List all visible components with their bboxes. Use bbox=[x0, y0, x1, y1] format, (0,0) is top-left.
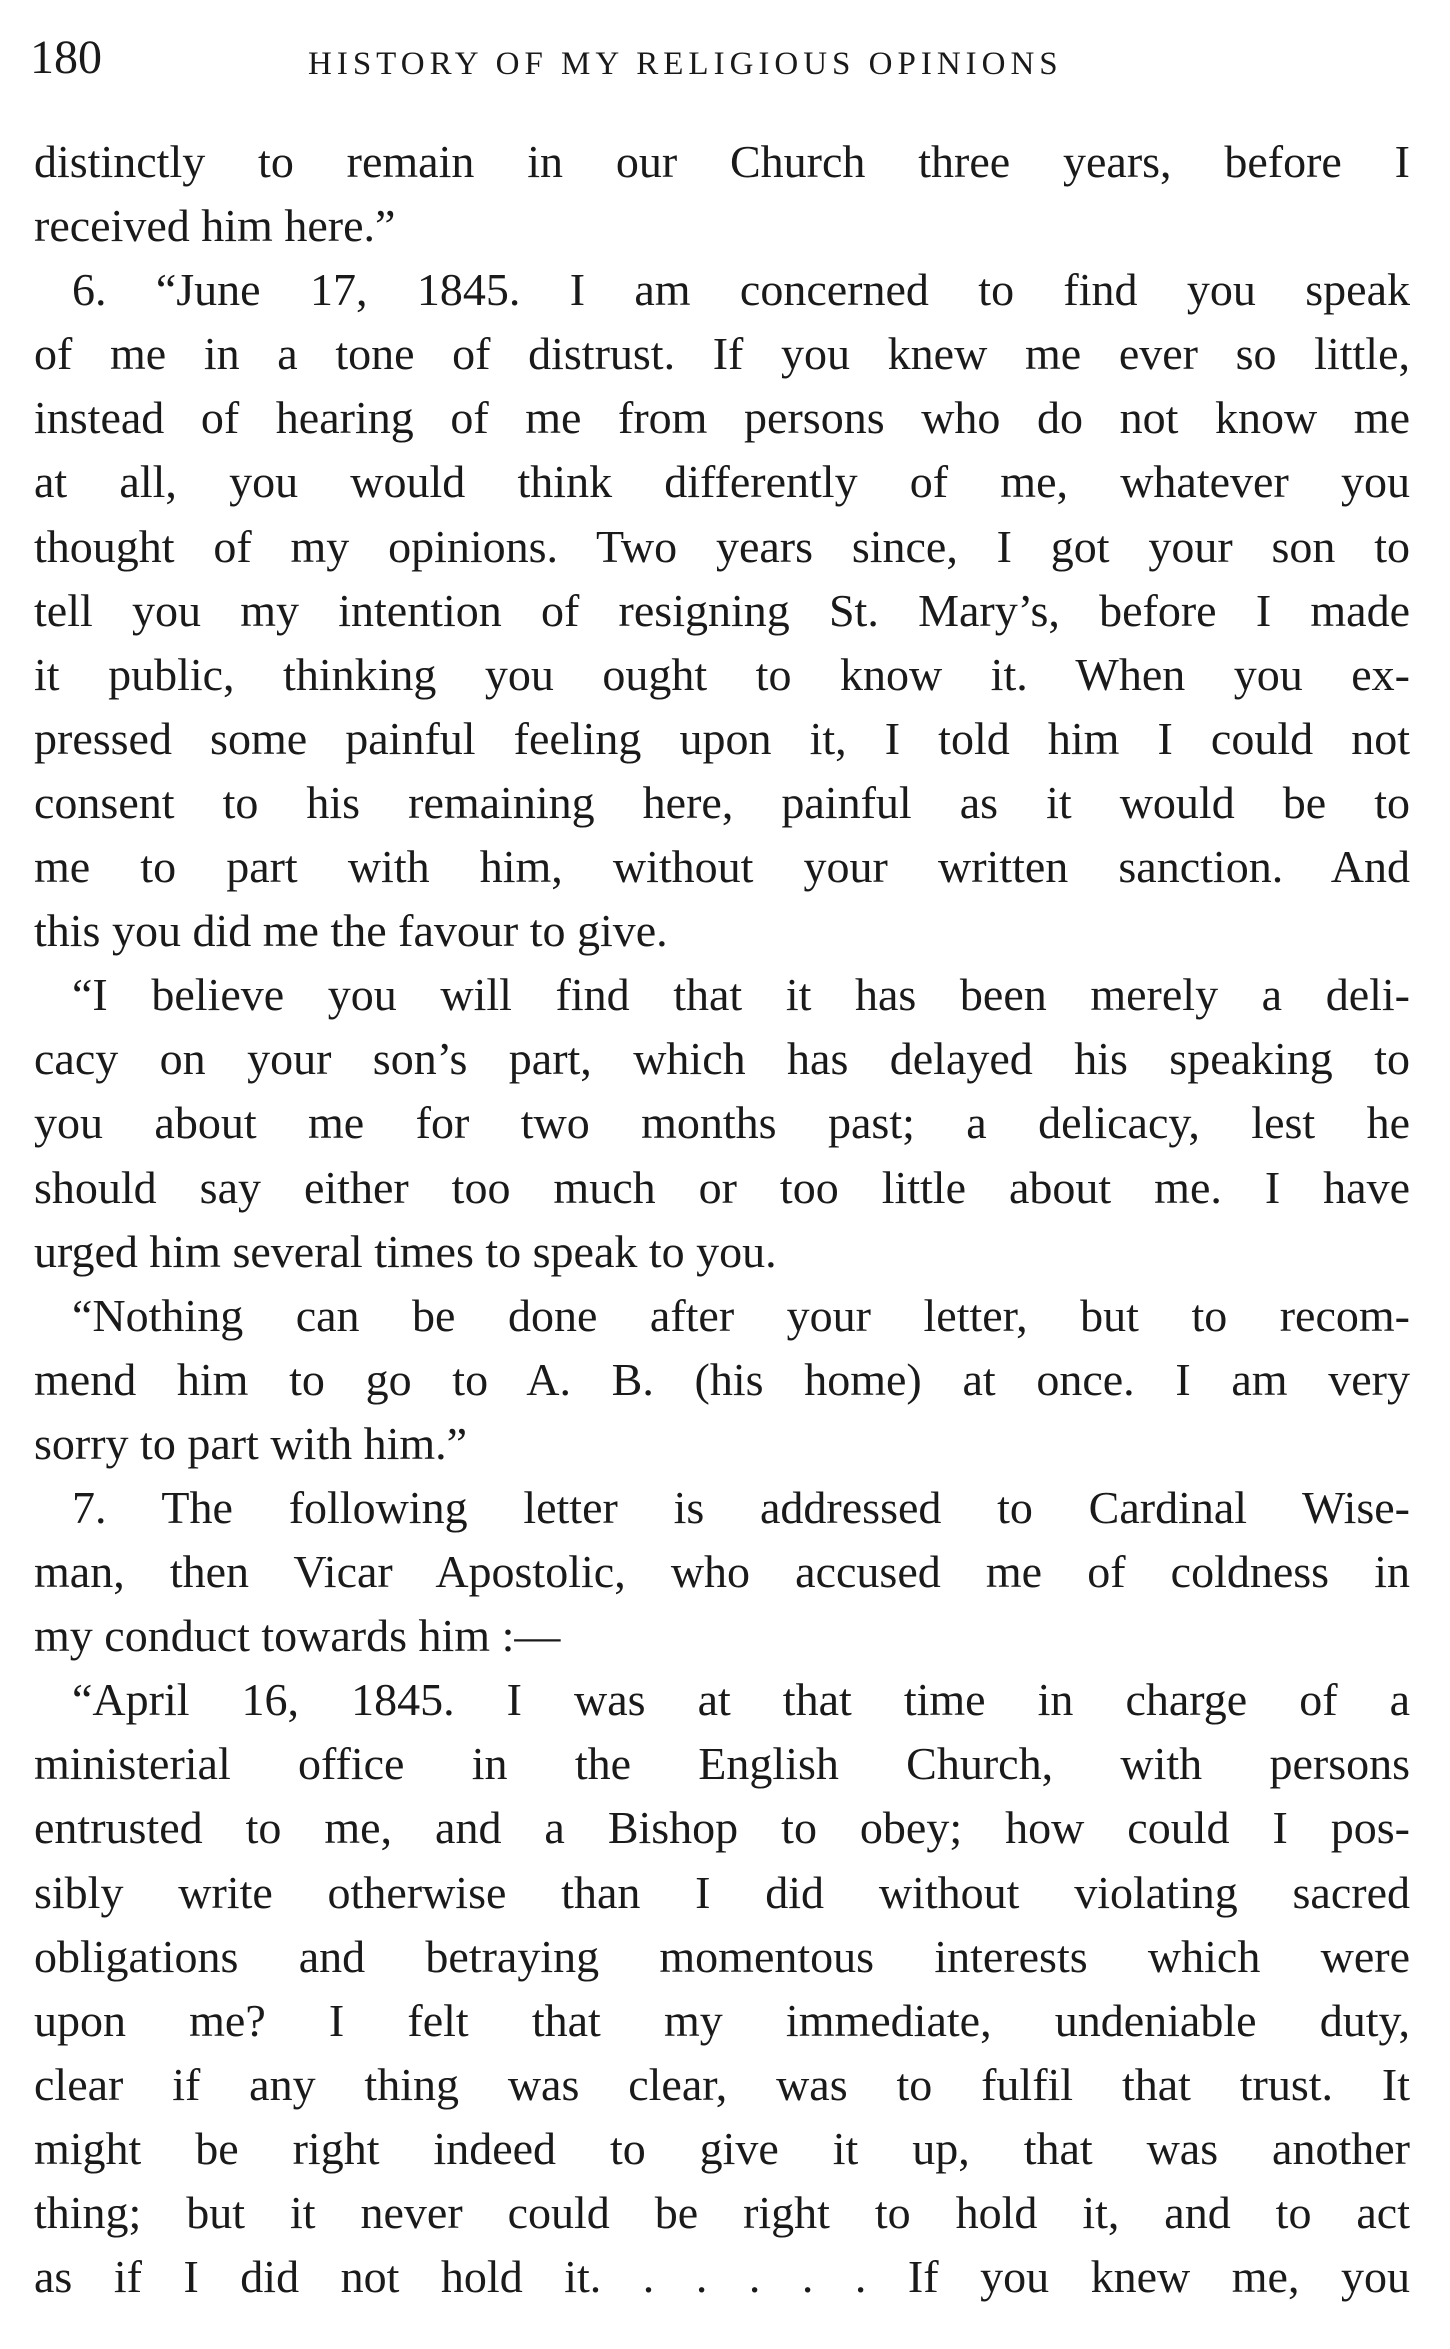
text-line: “I believe you will find that it has been merely a deli- bbox=[72, 969, 1410, 1021]
body-text bbox=[34, 130, 1410, 2309]
text-line: cacy on your son’s part, which has delayed his speaking to bbox=[34, 1033, 1410, 1085]
text-line: my conduct towards him :— bbox=[34, 1610, 561, 1662]
text-line: thing; but it never could be right to hold it, and to act bbox=[34, 2187, 1410, 2238]
text-line: at all, you would think differently of me, whatever you bbox=[34, 456, 1410, 508]
text-line: ministerial office in the English Church, with persons bbox=[34, 1738, 1410, 1790]
text-line: clear if any thing was clear, was to fulfil that trust. It bbox=[34, 2058, 1410, 2110]
text-line: pressed some painful feeling upon it, I told him I could not bbox=[34, 712, 1410, 764]
text-line: might be right indeed to give it up, that was another bbox=[34, 2122, 1410, 2174]
text-line: sorry to part with him.” bbox=[34, 1417, 468, 1469]
text-line: “April 16, 1845. I was at that time in charge of a bbox=[72, 1674, 1410, 1726]
text-line: tell you my intention of resigning St. Mary’s, before I made bbox=[34, 584, 1410, 636]
text-line: of me in a tone of distrust. If you knew me ever so little, bbox=[34, 328, 1410, 380]
page-number: 180 bbox=[30, 31, 102, 84]
text-line: instead of hearing of me from persons who do not know me bbox=[34, 392, 1410, 444]
text-line: received him here.” bbox=[34, 200, 396, 252]
text-line: 7. The following letter is addressed to Cardinal Wise- bbox=[72, 1481, 1410, 1533]
running-head bbox=[30, 28, 1410, 88]
text-line: as if I did not hold it. . . . . . If you knew me, you bbox=[34, 2251, 1410, 2303]
text-line: sibly write otherwise than I did without violating sacred bbox=[34, 1866, 1410, 1918]
text-line: this you did me the favour to give. bbox=[34, 905, 668, 957]
text-line: obligations and betraying momentous interests which were bbox=[34, 1930, 1410, 1982]
text-line: distinctly to remain in our Church three years, before I bbox=[34, 136, 1410, 187]
text-line: consent to his remaining here, painful as it would be to bbox=[34, 776, 1410, 828]
running-title: HISTORY OF MY RELIGIOUS OPINIONS bbox=[308, 46, 1063, 82]
text-line: thought of my opinions. Two years since, I got your son to bbox=[34, 520, 1410, 572]
text-line: urged him several times to speak to you. bbox=[34, 1225, 777, 1277]
text-line: 6. “June 17, 1845. I am concerned to find you speak bbox=[72, 264, 1410, 316]
text-line: man, then Vicar Apostolic, who accused me of coldness in bbox=[34, 1546, 1410, 1598]
text-line: “Nothing can be done after your letter, but to recom- bbox=[72, 1289, 1410, 1341]
text-line: you about me for two months past; a delicacy, lest he bbox=[34, 1097, 1410, 1149]
text-line: me to part with him, without your written sanction. And bbox=[34, 841, 1410, 893]
text-line: entrusted to me, and a Bishop to obey; how could I pos- bbox=[34, 1802, 1410, 1854]
text-line: mend him to go to A. B. (his home) at once. I am very bbox=[34, 1353, 1410, 1405]
text-line: should say either too much or too little about me. I have bbox=[34, 1161, 1410, 1213]
text-line: upon me? I felt that my immediate, undeniable duty, bbox=[34, 1994, 1410, 2046]
text-line: it public, thinking you ought to know it. When you ex- bbox=[34, 648, 1410, 700]
